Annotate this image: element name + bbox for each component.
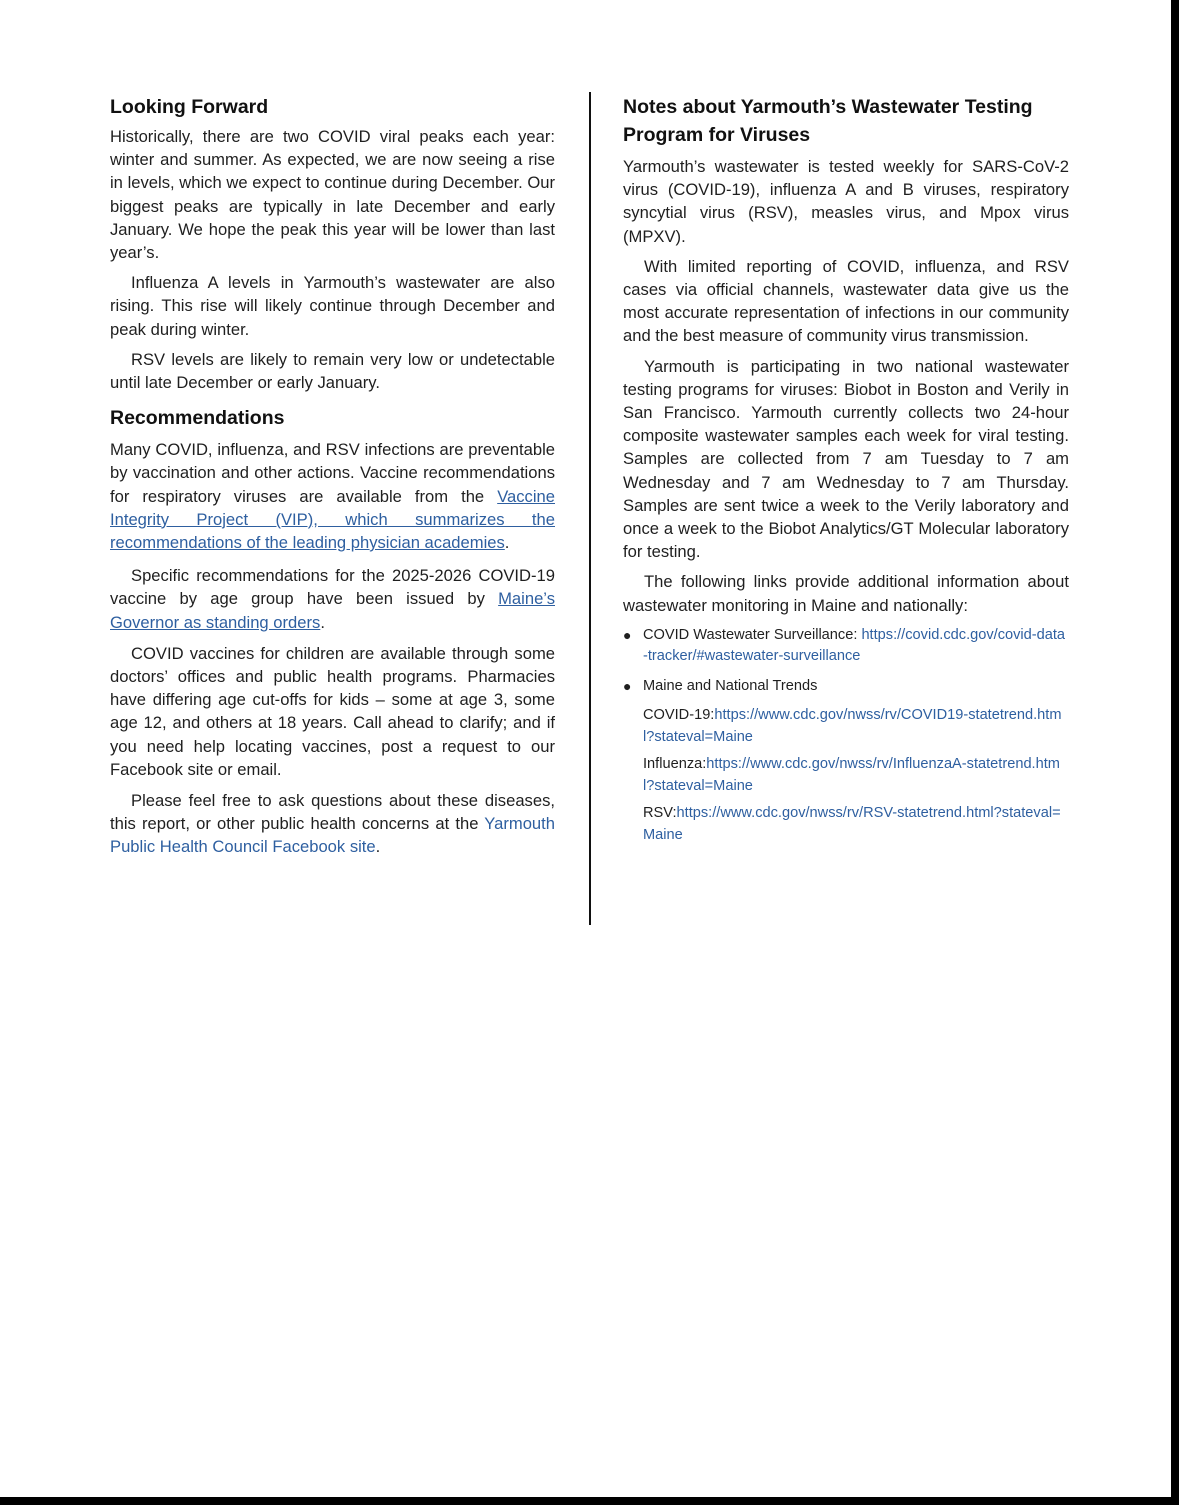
left-column [110,93,555,866]
covid-trend-link[interactable]: https://www.cdc.gov/nwss/rv/COVID19-statetrend.html?stateval=Maine [643,707,1062,745]
recommendations-p4-end: . [375,837,381,857]
wastewater-paragraph-4: The following links provide additional information about wastewater monitoring in Maine and nationally: [623,572,1069,615]
wastewater-paragraph-2: With limited reporting of COVID, influenza, and RSV cases via official channels, wastewater data give us the most accurate representation of infections in our community and the best measure of community virus transmission. [623,256,1069,346]
looking-forward-paragraph-2: Influenza A levels in Yarmouth’s wastewater are also rising. This rise will likely continue through December and peak during winter. [110,273,555,339]
vaccine-integrity-project-link[interactable]: Vaccine Integrity Project (VIP), which summarizes the recommendations of the leading physician academies [110,486,555,553]
wastewater-paragraph-1: Yarmouth’s wastewater is tested weekly for SARS-CoV-2 virus (COVID-19), influenza A and B viruses, respiratory syncytial virus (RSV), measles virus, and Mpox virus (MPXV). [623,157,1069,246]
bullet-1-label: COVID Wastewater Surveillance: [643,626,862,643]
recommendations-p2-end: . [320,612,325,632]
bullet-icon: ● [623,677,632,694]
rsv-trend-label: RSV: [643,805,677,822]
facebook-site-link[interactable]: Yarmouth Public Health Council Facebook site [110,814,555,857]
influenza-trend-line [623,754,1069,797]
recommendations-p1-text: Many COVID, influenza, and RSV infections are preventable by vaccination and other actions. Vaccine recommendations for respiratory viruses are available from the [110,440,555,506]
covid-surveillance-link[interactable]: https://covid.cdc.gov/covid-data-tracker/#wastewater-surveillance [643,626,1066,665]
wastewater-notes-heading: Notes about Yarmouth’s Wastewater Testing Program for Viruses [623,96,1033,146]
recommendations-paragraph-1 [110,438,555,554]
recommendations-p4-text: Please feel free to ask questions about these diseases, this report, or other public health concerns at the [110,791,555,834]
links-list [623,625,1069,698]
looking-forward-heading: Looking Forward [110,96,269,118]
looking-forward-paragraph-3: RSV levels are likely to remain very low or undetectable until late December or early January. [110,349,555,393]
right-column [623,93,1069,852]
covid-trend-label: COVID-19: [643,707,715,724]
recommendations-p2-text: Specific recommendations for the 2025-2026 COVID-19 vaccine by age group have been issued by [110,566,555,609]
bullet-2-label: Maine and National Trends [643,677,818,694]
governor-standing-orders-link[interactable]: Maine’s Governor as standing orders [110,589,555,632]
rsv-trend-link[interactable]: https://www.cdc.gov/nwss/rv/RSV-statetrend.html?stateval=Maine [643,805,1061,843]
covid-trend-line [623,705,1069,748]
recommendations-paragraph-3: COVID vaccines for children are available through some doctors’ offices and public health programs. Pharmacies have differing age cut-offs for kids – some at age 3, some age 12, and others at 18 years. Call ahead to clarify; and if you need help locating vaccines, post a request to our Facebook site or email. [110,643,555,779]
list-item [623,676,1069,698]
recommendations-p1-end: . [504,533,510,553]
column-divider [589,92,591,925]
recommendations-heading: Recommendations [110,407,285,430]
influenza-trend-label: Influenza: [643,756,707,773]
list-item [623,625,1069,668]
recommendations-paragraph-2 [110,564,555,634]
rsv-trend-line [623,803,1069,846]
wastewater-paragraph-3: Yarmouth is participating in two national wastewater testing programs for viruses: Biobot in Boston and Verily in San Francisco. Yarmouth currently collects two 24-hour composite wastewater samples each week for viral testing. Samples are collected from 7 am Tuesday to 7 am Wednesday and 7 am Wednesday to 7 am Thursday. Samples are sent twice a week to the Verily laboratory and once a week to the Biobot Analytics/GT Molecular laboratory for testing. [623,356,1069,562]
recommendations-paragraph-4 [110,789,555,859]
looking-forward-paragraph-1: Historically, there are two COVID viral peaks each year: winter and summer. As expected, we are now seeing a rise in levels, which we expect to continue during December. Our biggest peaks are typically in late December and early January. We hope the peak this year will be lower than last year’s. [110,127,555,263]
bullet-icon: ● [623,626,632,643]
influenza-trend-link[interactable]: https://www.cdc.gov/nwss/rv/InfluenzaA-statetrend.html?stateval=Maine [643,756,1060,794]
